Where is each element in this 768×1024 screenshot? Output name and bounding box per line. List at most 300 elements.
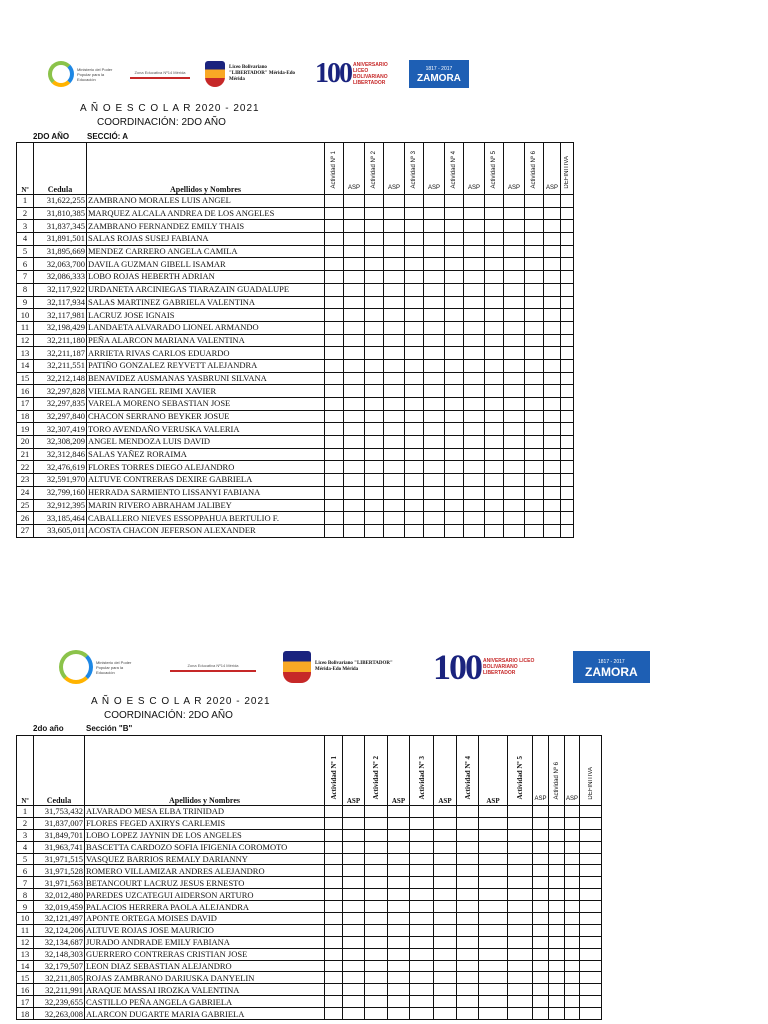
grade-cell[interactable] <box>410 984 434 996</box>
grade-cell[interactable] <box>325 486 344 499</box>
grade-cell[interactable] <box>561 296 574 309</box>
grade-cell[interactable] <box>464 245 485 258</box>
grade-cell[interactable] <box>384 474 405 487</box>
grade-cell[interactable] <box>525 385 544 398</box>
grade-cell[interactable] <box>464 410 485 423</box>
grade-cell[interactable] <box>479 865 508 877</box>
grade-cell[interactable] <box>365 245 384 258</box>
grade-cell[interactable] <box>580 829 602 841</box>
grade-cell[interactable] <box>405 474 424 487</box>
grade-cell[interactable] <box>410 817 434 829</box>
grade-cell[interactable] <box>405 448 424 461</box>
grade-cell[interactable] <box>343 972 365 984</box>
grade-cell[interactable] <box>424 512 445 525</box>
grade-cell[interactable] <box>365 984 388 996</box>
grade-cell[interactable] <box>549 829 565 841</box>
grade-cell[interactable] <box>344 423 365 436</box>
grade-cell[interactable] <box>525 486 544 499</box>
grade-cell[interactable] <box>388 806 410 818</box>
grade-cell[interactable] <box>544 233 561 246</box>
grade-cell[interactable] <box>457 889 479 901</box>
grade-cell[interactable] <box>464 436 485 449</box>
grade-cell[interactable] <box>565 889 580 901</box>
grade-cell[interactable] <box>464 359 485 372</box>
grade-cell[interactable] <box>405 524 424 537</box>
grade-cell[interactable] <box>508 841 533 853</box>
grade-cell[interactable] <box>365 271 384 284</box>
grade-cell[interactable] <box>525 359 544 372</box>
grade-cell[interactable] <box>525 398 544 411</box>
grade-cell[interactable] <box>565 924 580 936</box>
grade-cell[interactable] <box>424 448 445 461</box>
grade-cell[interactable] <box>485 486 504 499</box>
grade-cell[interactable] <box>504 499 525 512</box>
grade-cell[interactable] <box>344 321 365 334</box>
grade-cell[interactable] <box>325 461 344 474</box>
grade-cell[interactable] <box>485 283 504 296</box>
grade-cell[interactable] <box>424 258 445 271</box>
grade-cell[interactable] <box>549 924 565 936</box>
grade-cell[interactable] <box>424 410 445 423</box>
grade-cell[interactable] <box>410 853 434 865</box>
grade-cell[interactable] <box>445 195 464 208</box>
grade-cell[interactable] <box>485 524 504 537</box>
grade-cell[interactable] <box>549 841 565 853</box>
grade-cell[interactable] <box>504 334 525 347</box>
grade-cell[interactable] <box>457 841 479 853</box>
grade-cell[interactable] <box>410 960 434 972</box>
grade-cell[interactable] <box>544 296 561 309</box>
grade-cell[interactable] <box>533 841 549 853</box>
grade-cell[interactable] <box>485 423 504 436</box>
grade-cell[interactable] <box>457 984 479 996</box>
grade-cell[interactable] <box>424 372 445 385</box>
grade-cell[interactable] <box>561 347 574 360</box>
grade-cell[interactable] <box>561 474 574 487</box>
grade-cell[interactable] <box>525 258 544 271</box>
grade-cell[interactable] <box>504 512 525 525</box>
grade-cell[interactable] <box>344 461 365 474</box>
grade-cell[interactable] <box>533 924 549 936</box>
grade-cell[interactable] <box>424 398 445 411</box>
grade-cell[interactable] <box>365 512 384 525</box>
grade-cell[interactable] <box>508 901 533 913</box>
grade-cell[interactable] <box>405 347 424 360</box>
grade-cell[interactable] <box>504 410 525 423</box>
grade-cell[interactable] <box>424 195 445 208</box>
grade-cell[interactable] <box>464 207 485 220</box>
grade-cell[interactable] <box>485 499 504 512</box>
grade-cell[interactable] <box>344 283 365 296</box>
grade-cell[interactable] <box>485 271 504 284</box>
grade-cell[interactable] <box>580 996 602 1008</box>
grade-cell[interactable] <box>525 512 544 525</box>
grade-cell[interactable] <box>410 889 434 901</box>
grade-cell[interactable] <box>344 499 365 512</box>
grade-cell[interactable] <box>549 1008 565 1020</box>
grade-cell[interactable] <box>580 936 602 948</box>
grade-cell[interactable] <box>457 865 479 877</box>
grade-cell[interactable] <box>325 524 344 537</box>
grade-cell[interactable] <box>457 960 479 972</box>
grade-cell[interactable] <box>565 865 580 877</box>
grade-cell[interactable] <box>424 474 445 487</box>
grade-cell[interactable] <box>504 486 525 499</box>
grade-cell[interactable] <box>434 829 457 841</box>
grade-cell[interactable] <box>384 258 405 271</box>
grade-cell[interactable] <box>424 461 445 474</box>
grade-cell[interactable] <box>565 806 580 818</box>
grade-cell[interactable] <box>485 398 504 411</box>
grade-cell[interactable] <box>504 423 525 436</box>
grade-cell[interactable] <box>504 233 525 246</box>
grade-cell[interactable] <box>549 948 565 960</box>
grade-cell[interactable] <box>344 486 365 499</box>
grade-cell[interactable] <box>405 385 424 398</box>
grade-cell[interactable] <box>410 936 434 948</box>
grade-cell[interactable] <box>549 913 565 925</box>
grade-cell[interactable] <box>365 309 384 322</box>
grade-cell[interactable] <box>388 841 410 853</box>
grade-cell[interactable] <box>445 461 464 474</box>
grade-cell[interactable] <box>565 960 580 972</box>
grade-cell[interactable] <box>544 372 561 385</box>
grade-cell[interactable] <box>405 359 424 372</box>
grade-cell[interactable] <box>343 948 365 960</box>
grade-cell[interactable] <box>445 474 464 487</box>
grade-cell[interactable] <box>344 398 365 411</box>
grade-cell[interactable] <box>525 220 544 233</box>
grade-cell[interactable] <box>504 258 525 271</box>
grade-cell[interactable] <box>325 436 344 449</box>
grade-cell[interactable] <box>325 220 344 233</box>
grade-cell[interactable] <box>365 283 384 296</box>
grade-cell[interactable] <box>365 334 384 347</box>
grade-cell[interactable] <box>525 423 544 436</box>
grade-cell[interactable] <box>325 499 344 512</box>
grade-cell[interactable] <box>445 486 464 499</box>
grade-cell[interactable] <box>561 245 574 258</box>
grade-cell[interactable] <box>544 271 561 284</box>
grade-cell[interactable] <box>565 972 580 984</box>
grade-cell[interactable] <box>365 936 388 948</box>
grade-cell[interactable] <box>344 448 365 461</box>
grade-cell[interactable] <box>388 972 410 984</box>
grade-cell[interactable] <box>479 936 508 948</box>
grade-cell[interactable] <box>365 448 384 461</box>
grade-cell[interactable] <box>325 936 343 948</box>
grade-cell[interactable] <box>365 385 384 398</box>
grade-cell[interactable] <box>580 806 602 818</box>
grade-cell[interactable] <box>580 924 602 936</box>
grade-cell[interactable] <box>445 423 464 436</box>
grade-cell[interactable] <box>464 233 485 246</box>
grade-cell[interactable] <box>457 913 479 925</box>
grade-cell[interactable] <box>533 913 549 925</box>
grade-cell[interactable] <box>434 817 457 829</box>
grade-cell[interactable] <box>580 1008 602 1020</box>
grade-cell[interactable] <box>424 436 445 449</box>
grade-cell[interactable] <box>464 398 485 411</box>
grade-cell[interactable] <box>533 948 549 960</box>
grade-cell[interactable] <box>343 996 365 1008</box>
grade-cell[interactable] <box>424 499 445 512</box>
grade-cell[interactable] <box>365 461 384 474</box>
grade-cell[interactable] <box>561 410 574 423</box>
grade-cell[interactable] <box>424 296 445 309</box>
grade-cell[interactable] <box>457 817 479 829</box>
grade-cell[interactable] <box>457 972 479 984</box>
grade-cell[interactable] <box>504 474 525 487</box>
grade-cell[interactable] <box>384 321 405 334</box>
grade-cell[interactable] <box>504 271 525 284</box>
grade-cell[interactable] <box>434 901 457 913</box>
grade-cell[interactable] <box>410 948 434 960</box>
grade-cell[interactable] <box>533 877 549 889</box>
grade-cell[interactable] <box>565 829 580 841</box>
grade-cell[interactable] <box>464 334 485 347</box>
grade-cell[interactable] <box>485 195 504 208</box>
grade-cell[interactable] <box>549 889 565 901</box>
grade-cell[interactable] <box>525 347 544 360</box>
grade-cell[interactable] <box>365 996 388 1008</box>
grade-cell[interactable] <box>365 233 384 246</box>
grade-cell[interactable] <box>344 512 365 525</box>
grade-cell[interactable] <box>479 1008 508 1020</box>
grade-cell[interactable] <box>344 271 365 284</box>
grade-cell[interactable] <box>485 359 504 372</box>
grade-cell[interactable] <box>565 841 580 853</box>
grade-cell[interactable] <box>424 245 445 258</box>
grade-cell[interactable] <box>549 877 565 889</box>
grade-cell[interactable] <box>544 499 561 512</box>
grade-cell[interactable] <box>344 385 365 398</box>
grade-cell[interactable] <box>457 948 479 960</box>
grade-cell[interactable] <box>344 245 365 258</box>
grade-cell[interactable] <box>365 853 388 865</box>
grade-cell[interactable] <box>525 233 544 246</box>
grade-cell[interactable] <box>580 877 602 889</box>
grade-cell[interactable] <box>525 334 544 347</box>
grade-cell[interactable] <box>561 233 574 246</box>
grade-cell[interactable] <box>388 1008 410 1020</box>
grade-cell[interactable] <box>561 283 574 296</box>
grade-cell[interactable] <box>325 512 344 525</box>
grade-cell[interactable] <box>405 372 424 385</box>
grade-cell[interactable] <box>325 347 344 360</box>
grade-cell[interactable] <box>384 334 405 347</box>
grade-cell[interactable] <box>325 258 344 271</box>
grade-cell[interactable] <box>479 924 508 936</box>
grade-cell[interactable] <box>410 924 434 936</box>
grade-cell[interactable] <box>424 321 445 334</box>
grade-cell[interactable] <box>561 448 574 461</box>
grade-cell[interactable] <box>485 233 504 246</box>
grade-cell[interactable] <box>410 972 434 984</box>
grade-cell[interactable] <box>325 195 344 208</box>
grade-cell[interactable] <box>325 359 344 372</box>
grade-cell[interactable] <box>544 309 561 322</box>
grade-cell[interactable] <box>405 233 424 246</box>
grade-cell[interactable] <box>464 512 485 525</box>
grade-cell[interactable] <box>405 296 424 309</box>
grade-cell[interactable] <box>457 877 479 889</box>
grade-cell[interactable] <box>457 996 479 1008</box>
grade-cell[interactable] <box>343 889 365 901</box>
grade-cell[interactable] <box>424 524 445 537</box>
grade-cell[interactable] <box>325 474 344 487</box>
grade-cell[interactable] <box>464 385 485 398</box>
grade-cell[interactable] <box>405 398 424 411</box>
grade-cell[interactable] <box>533 829 549 841</box>
grade-cell[interactable] <box>405 321 424 334</box>
grade-cell[interactable] <box>445 385 464 398</box>
grade-cell[interactable] <box>325 806 343 818</box>
grade-cell[interactable] <box>344 436 365 449</box>
grade-cell[interactable] <box>384 461 405 474</box>
grade-cell[interactable] <box>580 984 602 996</box>
grade-cell[interactable] <box>325 853 343 865</box>
grade-cell[interactable] <box>580 817 602 829</box>
grade-cell[interactable] <box>479 877 508 889</box>
grade-cell[interactable] <box>388 924 410 936</box>
grade-cell[interactable] <box>365 877 388 889</box>
grade-cell[interactable] <box>479 889 508 901</box>
grade-cell[interactable] <box>344 474 365 487</box>
grade-cell[interactable] <box>405 499 424 512</box>
grade-cell[interactable] <box>424 271 445 284</box>
grade-cell[interactable] <box>464 271 485 284</box>
grade-cell[interactable] <box>344 359 365 372</box>
grade-cell[interactable] <box>405 309 424 322</box>
grade-cell[interactable] <box>525 321 544 334</box>
grade-cell[interactable] <box>384 398 405 411</box>
grade-cell[interactable] <box>434 865 457 877</box>
grade-cell[interactable] <box>344 372 365 385</box>
grade-cell[interactable] <box>384 410 405 423</box>
grade-cell[interactable] <box>549 972 565 984</box>
grade-cell[interactable] <box>434 1008 457 1020</box>
grade-cell[interactable] <box>410 901 434 913</box>
grade-cell[interactable] <box>485 461 504 474</box>
grade-cell[interactable] <box>504 296 525 309</box>
grade-cell[interactable] <box>445 334 464 347</box>
grade-cell[interactable] <box>479 913 508 925</box>
grade-cell[interactable] <box>424 385 445 398</box>
grade-cell[interactable] <box>464 474 485 487</box>
grade-cell[interactable] <box>508 913 533 925</box>
grade-cell[interactable] <box>525 207 544 220</box>
grade-cell[interactable] <box>544 448 561 461</box>
grade-cell[interactable] <box>504 359 525 372</box>
grade-cell[interactable] <box>561 309 574 322</box>
grade-cell[interactable] <box>464 461 485 474</box>
grade-cell[interactable] <box>384 385 405 398</box>
grade-cell[interactable] <box>485 207 504 220</box>
grade-cell[interactable] <box>410 829 434 841</box>
grade-cell[interactable] <box>445 512 464 525</box>
grade-cell[interactable] <box>434 877 457 889</box>
grade-cell[interactable] <box>561 385 574 398</box>
grade-cell[interactable] <box>325 423 344 436</box>
grade-cell[interactable] <box>388 853 410 865</box>
grade-cell[interactable] <box>424 347 445 360</box>
grade-cell[interactable] <box>445 271 464 284</box>
grade-cell[interactable] <box>365 321 384 334</box>
grade-cell[interactable] <box>434 853 457 865</box>
grade-cell[interactable] <box>544 436 561 449</box>
grade-cell[interactable] <box>561 271 574 284</box>
grade-cell[interactable] <box>384 283 405 296</box>
grade-cell[interactable] <box>565 877 580 889</box>
grade-cell[interactable] <box>325 385 344 398</box>
grade-cell[interactable] <box>388 996 410 1008</box>
grade-cell[interactable] <box>344 233 365 246</box>
grade-cell[interactable] <box>365 347 384 360</box>
grade-cell[interactable] <box>434 960 457 972</box>
grade-cell[interactable] <box>325 296 344 309</box>
grade-cell[interactable] <box>485 474 504 487</box>
grade-cell[interactable] <box>485 385 504 398</box>
grade-cell[interactable] <box>533 889 549 901</box>
grade-cell[interactable] <box>410 1008 434 1020</box>
grade-cell[interactable] <box>561 423 574 436</box>
grade-cell[interactable] <box>365 296 384 309</box>
grade-cell[interactable] <box>525 283 544 296</box>
grade-cell[interactable] <box>388 948 410 960</box>
grade-cell[interactable] <box>405 334 424 347</box>
grade-cell[interactable] <box>365 841 388 853</box>
grade-cell[interactable] <box>504 245 525 258</box>
grade-cell[interactable] <box>365 901 388 913</box>
grade-cell[interactable] <box>410 913 434 925</box>
grade-cell[interactable] <box>384 347 405 360</box>
grade-cell[interactable] <box>445 220 464 233</box>
grade-cell[interactable] <box>365 817 388 829</box>
grade-cell[interactable] <box>533 806 549 818</box>
grade-cell[interactable] <box>365 486 384 499</box>
grade-cell[interactable] <box>525 309 544 322</box>
grade-cell[interactable] <box>561 461 574 474</box>
grade-cell[interactable] <box>485 448 504 461</box>
grade-cell[interactable] <box>344 296 365 309</box>
grade-cell[interactable] <box>508 889 533 901</box>
grade-cell[interactable] <box>384 499 405 512</box>
grade-cell[interactable] <box>325 841 343 853</box>
grade-cell[interactable] <box>544 359 561 372</box>
grade-cell[interactable] <box>464 448 485 461</box>
grade-cell[interactable] <box>561 512 574 525</box>
grade-cell[interactable] <box>525 448 544 461</box>
grade-cell[interactable] <box>445 347 464 360</box>
grade-cell[interactable] <box>384 448 405 461</box>
grade-cell[interactable] <box>445 410 464 423</box>
grade-cell[interactable] <box>325 283 344 296</box>
grade-cell[interactable] <box>525 195 544 208</box>
grade-cell[interactable] <box>325 829 343 841</box>
grade-cell[interactable] <box>434 841 457 853</box>
grade-cell[interactable] <box>508 924 533 936</box>
grade-cell[interactable] <box>485 309 504 322</box>
grade-cell[interactable] <box>561 372 574 385</box>
grade-cell[interactable] <box>445 309 464 322</box>
grade-cell[interactable] <box>325 321 344 334</box>
grade-cell[interactable] <box>525 499 544 512</box>
grade-cell[interactable] <box>434 948 457 960</box>
grade-cell[interactable] <box>344 207 365 220</box>
grade-cell[interactable] <box>504 461 525 474</box>
grade-cell[interactable] <box>565 817 580 829</box>
